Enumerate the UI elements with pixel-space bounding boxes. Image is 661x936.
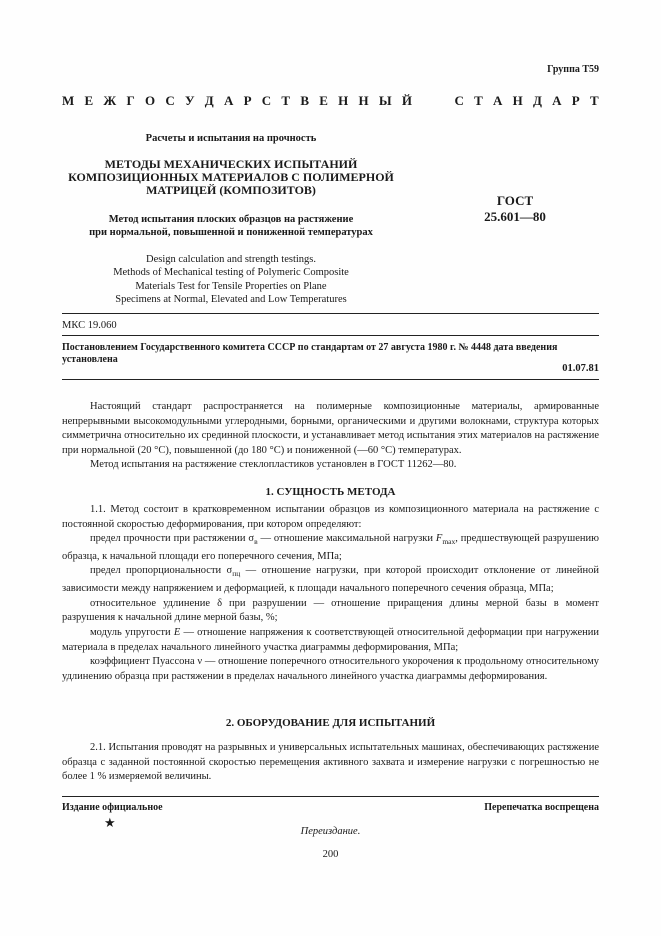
- banner-letter: Р: [243, 93, 252, 108]
- english-title: [62, 253, 400, 307]
- document-title: [62, 158, 400, 197]
- definition-proportionality: предел пропорциональности $\sigma_{пц}$ — отношение нагрузки, при которой происходит отклонение от линейной зависимости между напряжением и деформацией, к площади начального поперечного сечения образца, МПа;: [62, 565, 599, 595]
- banner-letter: С: [454, 93, 464, 108]
- banner-letter: Т: [281, 93, 291, 108]
- banner-letter: Р: [571, 93, 580, 108]
- banner-letter: Т: [474, 93, 483, 108]
- title-line: КОМПОЗИЦИОННЫХ МАТЕРИАЛОВ С ПОЛИМЕРНОЙ: [68, 170, 394, 184]
- reissue-note: Переиздание.: [300, 826, 361, 837]
- banner-letter: Й: [401, 93, 412, 108]
- english-line: Materials Test for Tensile Properties on Plane: [135, 280, 327, 292]
- definition-elongation: относительное удлинение δ при разрушении — отношение приращения длины мерной базы в момент разрушения к начальной длине мерной базы, %;: [62, 597, 599, 624]
- banner-letter: Н: [512, 93, 523, 108]
- divider: [62, 313, 599, 314]
- gost-designation: [470, 193, 560, 225]
- banner-letter: Ж: [103, 93, 117, 108]
- intro-block: [62, 400, 599, 473]
- english-line: Specimens at Normal, Elevated and Low Temperatures: [115, 294, 347, 306]
- banner-letter: Т: [589, 93, 599, 108]
- definition-strength: предел прочности при растяжении $\sigma_в$ — отношение максимальной нагрузки $F_{max}$, предшествующей разрушению образца, к начальной площади его поперечного сечения, МПа;: [62, 533, 599, 562]
- section-heading: 1. СУЩНОСТЬ МЕТОДА: [265, 486, 396, 498]
- intro-paragraph: Метод испытания на растяжение стеклопластиков установлен в ГОСТ 11262—80.: [90, 459, 457, 471]
- page-number: 200: [322, 849, 339, 860]
- banner-letter: Г: [126, 93, 135, 108]
- banner-letter: Е: [84, 93, 94, 108]
- paragraph: 1.1. Метод состоит в кратковременном испытании образцов из композиционного материала на растяжение с постоянной скоростью деформирования, при котором определяют:: [62, 504, 599, 530]
- banner-gap: [422, 93, 444, 109]
- intro-paragraph: Настоящий стандарт распространяется на полимерные композиционные материалы, армированные непрерывными высокомодульными углеродными, борными, органическими и другими волокнами, структура которых симметрична относительно их срединной плоскости, и устанавливает метод испытания этих материалов на растяжение при нормальной (20 °С), повышенной (до 180 °С) и пониженной (—60 °С) температурах.: [62, 401, 599, 456]
- banner-letter: А: [223, 93, 234, 108]
- star-icon: ★: [104, 815, 116, 830]
- subtitle-line: при нормальной, повышенной и пониженной температурах: [89, 227, 373, 238]
- gost-label: ГОСТ: [496, 193, 534, 208]
- definition-poisson: коэффициент Пуассона ν — отношение поперечного относительного укорочения к продольному относительному удлинению образца при растяжении в пределах начального линейного участка диаграммы деформирования.: [62, 656, 599, 682]
- mks-code: МКС 19.060: [62, 320, 117, 331]
- banner-letter: У: [185, 93, 195, 108]
- gost-number: 25.601—80: [484, 209, 546, 224]
- english-line: Design calculation and strength testings.: [145, 254, 316, 265]
- banner-letter: А: [552, 93, 562, 108]
- title-line: МЕТОДЫ МЕХАНИЧЕСКИХ ИСПЫТАНИЙ: [104, 157, 358, 171]
- banner-letter: В: [300, 93, 309, 108]
- banner-letter: С: [165, 93, 175, 108]
- paragraph: 2.1. Испытания проводят на разрывных и универсальных испытательных машинах, обеспечивающих растяжение образца с заданной постоянной скоростью перемещения активного захвата и измерение нагрузки с погрешностью не более 1 % измеряемой величины.: [62, 742, 599, 783]
- topic-heading: Расчеты и испытания на прочность: [145, 133, 317, 144]
- banner-letter: Е: [319, 93, 328, 108]
- banner-letter: С: [261, 93, 272, 108]
- intro-date: 01.07.81: [562, 363, 599, 374]
- banner-letter: Д: [204, 93, 214, 108]
- section2-body: [62, 741, 599, 785]
- banner-letter: А: [492, 93, 503, 108]
- official-edition: Издание официальное: [62, 802, 163, 813]
- banner-letter: Н: [338, 93, 349, 108]
- group-code: Группа Т59: [547, 64, 599, 75]
- banner-letter: Н: [358, 93, 369, 108]
- section-heading: 2. ОБОРУДОВАНИЕ ДЛЯ ИСПЫТАНИЙ: [225, 717, 436, 729]
- document-subtitle: [62, 213, 400, 239]
- section1-body: [62, 503, 599, 684]
- reprint-prohibited: Перепечатка воспрещена: [484, 802, 599, 813]
- banner-letter: М: [62, 93, 75, 108]
- divider: [62, 335, 599, 336]
- banner-letter: Д: [532, 93, 542, 108]
- subtitle-line: Метод испытания плоских образцов на растяжение: [108, 214, 354, 225]
- title-line: МАТРИЦЕЙ (КОМПОЗИТОВ): [146, 183, 316, 197]
- banner-letter: О: [145, 93, 156, 108]
- english-line: Methods of Mechanical testing of Polymeric Composite: [113, 267, 349, 279]
- decree-text: Постановлением Государственного комитета СССР по стандартам от 27 августа 1980 г. № 4448 дата введения установлена: [62, 342, 558, 365]
- divider: [62, 796, 599, 797]
- divider: [62, 379, 599, 380]
- standard-banner: [62, 93, 599, 109]
- definition-modulus: модуль упругости E — отношение напряжения к соответствующей относительной деформации при нагружении материала в пределах начального линейного участка диаграммы деформирования, МПа;: [62, 626, 599, 653]
- banner-letter: Ы: [378, 93, 392, 108]
